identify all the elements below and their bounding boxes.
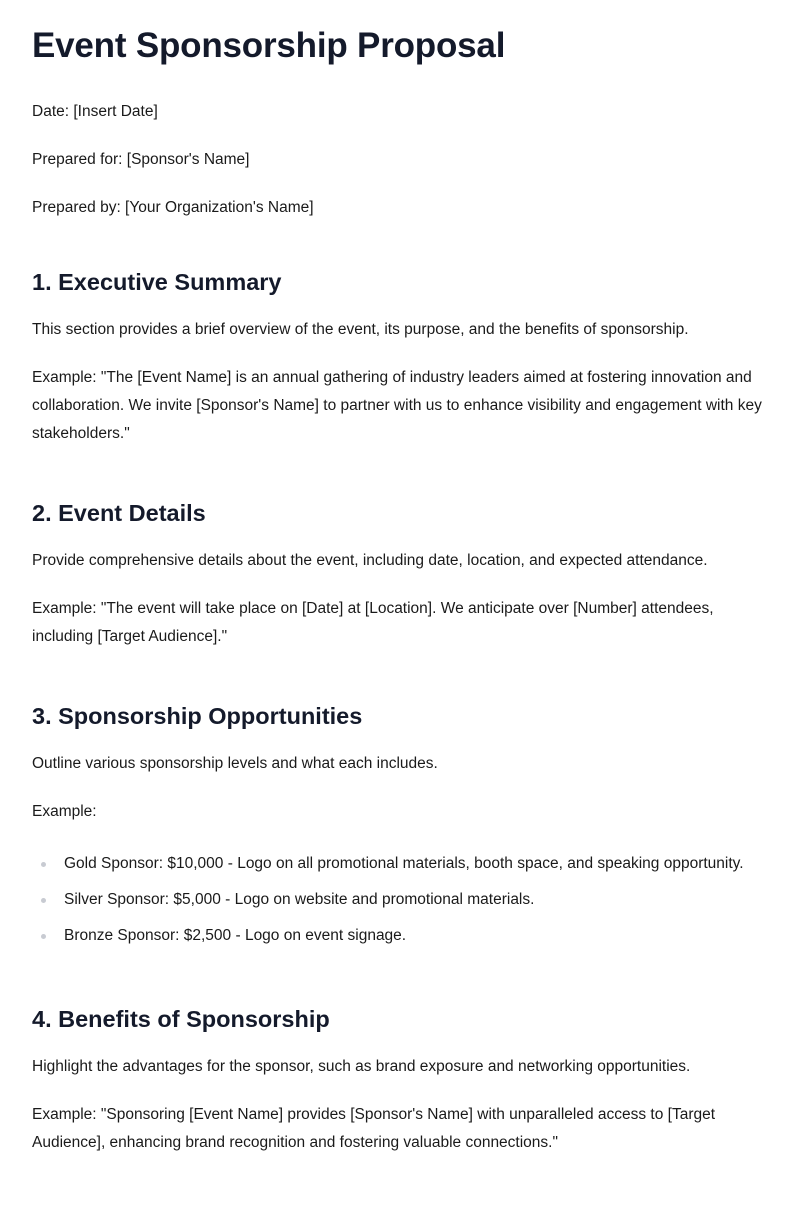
document-title: Event Sponsorship Proposal <box>32 26 506 65</box>
section-paragraph: Highlight the advantages for the sponsor, such as brand exposure and networking opportunities. <box>32 1058 691 1075</box>
list-item-text: Gold Sponsor: $10,000 - Logo on all promotional materials, booth space, and speaking opportunity. <box>64 855 744 872</box>
section-sponsorship-opportunities <box>32 701 768 954</box>
section-paragraph: Provide comprehensive details about the event, including date, location, and expected attendance. <box>32 552 708 569</box>
section-heading: 2. Event Details <box>32 500 206 526</box>
document-meta <box>32 102 768 218</box>
bullet-icon <box>41 898 46 903</box>
section-event-details <box>32 498 768 651</box>
section-heading: 4. Benefits of Sponsorship <box>32 1006 330 1032</box>
list-item <box>32 918 768 954</box>
document-page <box>0 24 800 1157</box>
section-benefits-of-sponsorship <box>32 1004 768 1157</box>
section-example: Example: <box>32 803 97 820</box>
section-example: Example: "The [Event Name] is an annual gathering of industry leaders aimed at fostering innovation and collaboration. We invite [Sponsor's Name] to partner with us to enhance visibility and engagement with key stakeholders." <box>32 369 762 442</box>
section-paragraph: Outline various sponsorship levels and what each includes. <box>32 755 438 772</box>
list-item <box>32 846 768 882</box>
section-executive-summary <box>32 267 768 448</box>
section-example: Example: "Sponsoring [Event Name] provides [Sponsor's Name] with unparalleled access to [Target Audience], enhancing brand recognition and fostering valuable connections." <box>32 1106 716 1151</box>
meta-prepared-for: Prepared for: [Sponsor's Name] <box>32 151 250 168</box>
section-heading: 1. Executive Summary <box>32 269 282 295</box>
meta-date: Date: [Insert Date] <box>32 103 158 120</box>
meta-prepared-by: Prepared by: [Your Organization's Name] <box>32 199 314 216</box>
bullet-icon <box>41 934 46 939</box>
section-paragraph: This section provides a brief overview of the event, its purpose, and the benefits of sponsorship. <box>32 321 689 338</box>
sponsorship-levels-list <box>32 846 768 954</box>
list-item-text: Silver Sponsor: $5,000 - Logo on website and promotional materials. <box>64 891 535 908</box>
section-heading: 3. Sponsorship Opportunities <box>32 703 363 729</box>
list-item-text: Bronze Sponsor: $2,500 - Logo on event signage. <box>64 927 407 944</box>
list-item <box>32 882 768 918</box>
section-example: Example: "The event will take place on [Date] at [Location]. We anticipate over [Number] attendees, including [Target Audience]." <box>32 600 714 645</box>
bullet-icon <box>41 862 46 867</box>
